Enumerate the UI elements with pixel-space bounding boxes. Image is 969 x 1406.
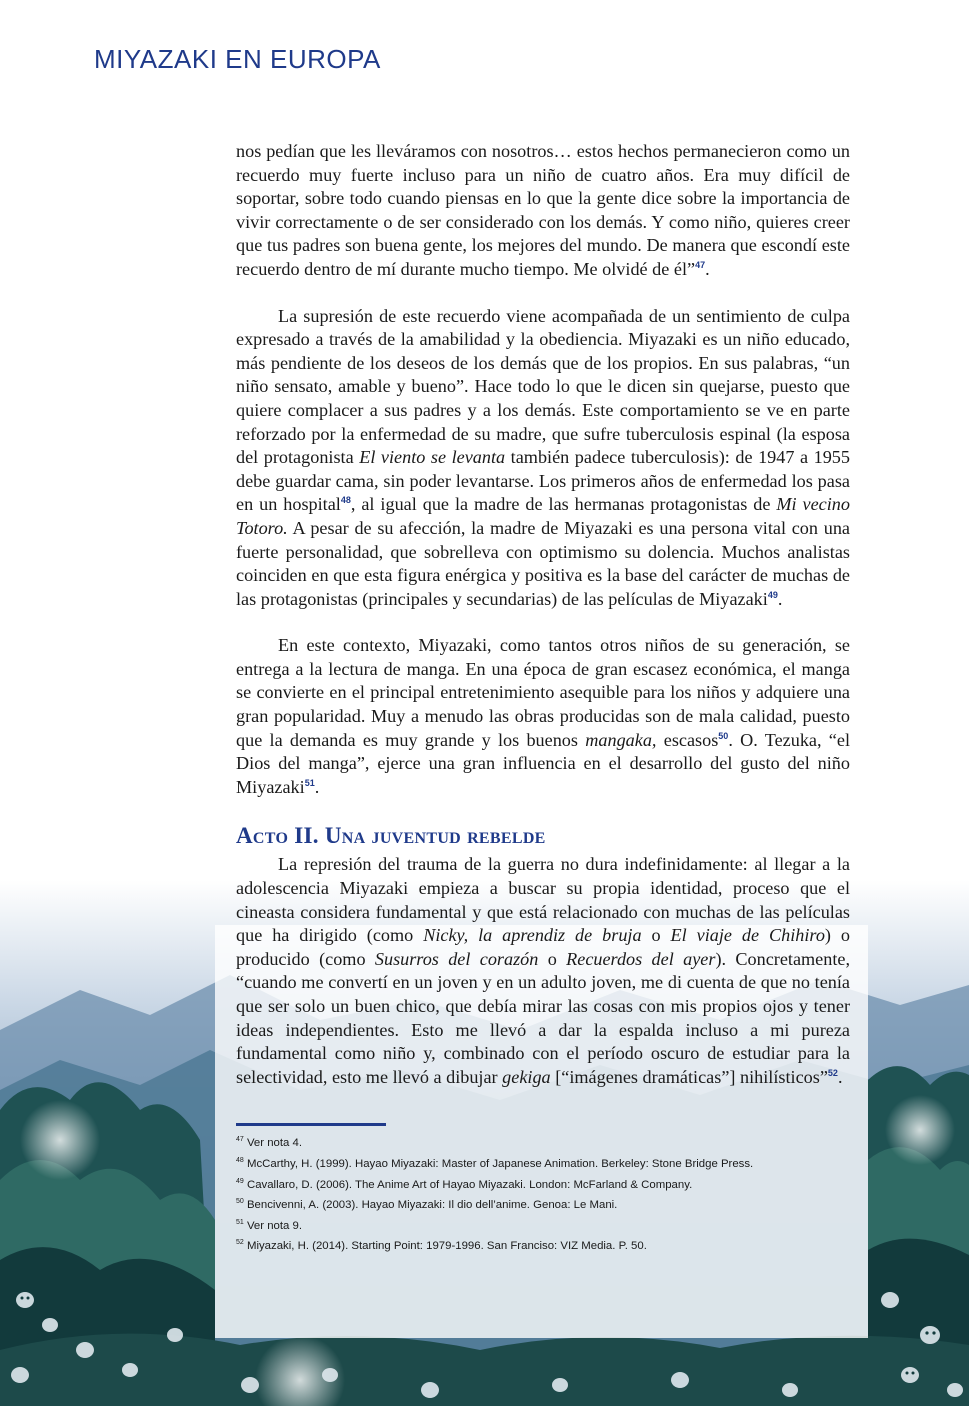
section-heading: Acto II. Una juventud rebelde	[236, 823, 546, 849]
text-run: ). Concretamente, “cuando me convertí en un joven y en un adulto joven, me di cuenta de que no tenía que ser solo un buen chico, que debía mirar las cosas con mis propios ojos y tener ideas independientes. Esto me llevó a dar la espalda incluso a mi pureza fundamental como niño y, combinado con el período oscuro de estudiar para la selectividad, esto me llevó a dibujar	[236, 948, 851, 1087]
paragraph-2	[236, 305, 850, 612]
paragraph-3	[236, 634, 850, 799]
text-run: .	[705, 258, 710, 279]
text-run: escasos	[656, 729, 719, 750]
italic-title: Mi vecino Totoro.	[236, 494, 850, 538]
italic-title: Nicky, la aprendiz de bruja	[423, 925, 642, 946]
text-run: .	[777, 588, 783, 609]
page-content	[215, 140, 868, 1338]
footnote-number: 50	[236, 1198, 244, 1206]
text-run: , al igual que la madre de las hermanas protagonistas de	[350, 494, 777, 515]
text-run: ) o producido (como	[236, 925, 851, 969]
text-run: o	[641, 925, 671, 946]
text-run: .	[837, 1066, 843, 1087]
footnote-ref: 50	[718, 730, 729, 741]
footnote-text: Miyazaki, H. (2014). Starting Point: 1979-1996. San Franciso: VIZ Media. P. 50.	[243, 1240, 647, 1253]
footnote	[236, 1154, 850, 1175]
footnote	[236, 1175, 850, 1196]
footnote	[236, 1195, 850, 1216]
footnote-number: 52	[236, 1239, 244, 1247]
italic-title: El viento se levanta	[359, 447, 506, 468]
italic-title: Recuerdos del ayer	[566, 948, 716, 969]
italic-title: El viaje de Chihiro	[670, 925, 825, 946]
footnote-ref: 51	[304, 777, 315, 788]
footnote-number: 47	[236, 1136, 244, 1144]
text-column	[236, 140, 850, 1257]
footnote	[236, 1216, 850, 1237]
footnote-ref: 52	[827, 1067, 838, 1078]
text-run: La represión del trauma de la guerra no dura indefinidamente: al llegar a la adolescencia Miyazaki empieza a buscar su propia identidad, proceso que el cineasta considera fundamental y que está relacionado con muchas de las películas que ha dirigido (como	[236, 854, 850, 946]
footnote-number: 51	[236, 1218, 244, 1226]
paragraph-4	[236, 853, 850, 1089]
text-run: [“imágenes dramáticas”] nihilísticos”	[550, 1066, 828, 1087]
footnote-text: McCarthy, H. (1999). Hayao Miyazaki: Master of Japanese Animation. Berkeley: Stone Bridge Press.	[243, 1157, 754, 1170]
footnote	[236, 1133, 850, 1154]
footnote-ref: 48	[340, 495, 351, 506]
footnote-ref: 49	[767, 589, 778, 600]
footnote-ref: 47	[695, 259, 706, 270]
text-run: En este contexto, Miyazaki, como tantos otros niños de su generación, se entrega a la lectura de manga. En una época de gran escasez económica, el manga se convierte en el principal entretenimiento asequible para los niños y adquiere una gran popularidad. Muy a menudo las obras producidas son de mala calidad, puesto que la demanda es muy grande y los buenos	[236, 635, 850, 750]
footnote-divider	[236, 1123, 386, 1126]
text-run: o	[538, 948, 567, 969]
footnote-number: 49	[236, 1177, 244, 1185]
text-run: .	[314, 776, 320, 797]
text-run: también padece tuberculosis): de 1947 a 1955 debe guardar cama, sin poder levantarse. Los primeros años de enfermedad los pasa en un hospital	[236, 447, 850, 515]
italic-title: Susurros del corazón	[374, 948, 539, 969]
italic-title: mangaka,	[585, 729, 657, 750]
text-run: La supresión de este recuerdo viene acompañada de un sentimiento de culpa expresado a través de la amabilidad y la obediencia. Miyazaki es un niño educado, más pendiente de los deseos de los demás que de los propios. En sus palabras, “un niño sensato, amable y bueno”. Hace todo lo que le dicen sin quejarse, puesto que quiere complacer a sus padres y a los demás. Este comportamiento se ve en parte reforzado por la enfermedad de su madre, que sufre tuberculosis espinal (la esposa del protagonista	[236, 305, 850, 468]
text-run: . O. Tezuka, “el Dios del manga”, ejerce una gran influencia en el desarrollo del gusto del niño Miyazaki	[236, 729, 851, 797]
footnote	[236, 1236, 850, 1257]
italic-title: gekiga	[502, 1066, 551, 1087]
footnote-number: 48	[236, 1157, 244, 1165]
footnote-text: Ver nota 9.	[243, 1219, 303, 1232]
footnote-text: Bencivenni, A. (2003). Hayao Miyazaki: Il dio dell’anime. Genoa: Le Mani.	[243, 1199, 618, 1212]
text-run: nos pedían que les lleváramos con nosotros… estos hechos permanecieron como un recuerdo muy fuerte incluso para un niño de cuatro años. Era muy difícil de soportar, sobre todo cuando piensas en lo que la gente dice sobre la importancia de vivir correctamente o de ser considerado con los demás. Y como niño, quieres creer que tus padres son buena gente, los mejores del mundo. De manera que escondí este recuerdo dentro de mí durante mucho tiempo. Me olvidé de él”	[236, 141, 850, 279]
text-run: A pesar de su afección, la madre de Miyazaki es una persona vital con una fuerte personalidad, que sobrelleva con optimismo su dolencia. Muchos analistas coinciden en que esta figura enérgica y positiva es la base del carácter de muchas de las protagonistas (principales y secundarias) de las películas de Miyazaki	[236, 517, 850, 609]
running-title: MIYAZAKI EN EUROPA	[94, 44, 381, 74]
footnotes-list	[236, 1133, 850, 1257]
footnote-text: Cavallaro, D. (2006). The Anime Art of Hayao Miyazaki. London: McFarland & Company.	[243, 1178, 693, 1191]
paragraph-1	[236, 140, 850, 282]
footnote-text: Ver nota 4.	[243, 1137, 303, 1150]
